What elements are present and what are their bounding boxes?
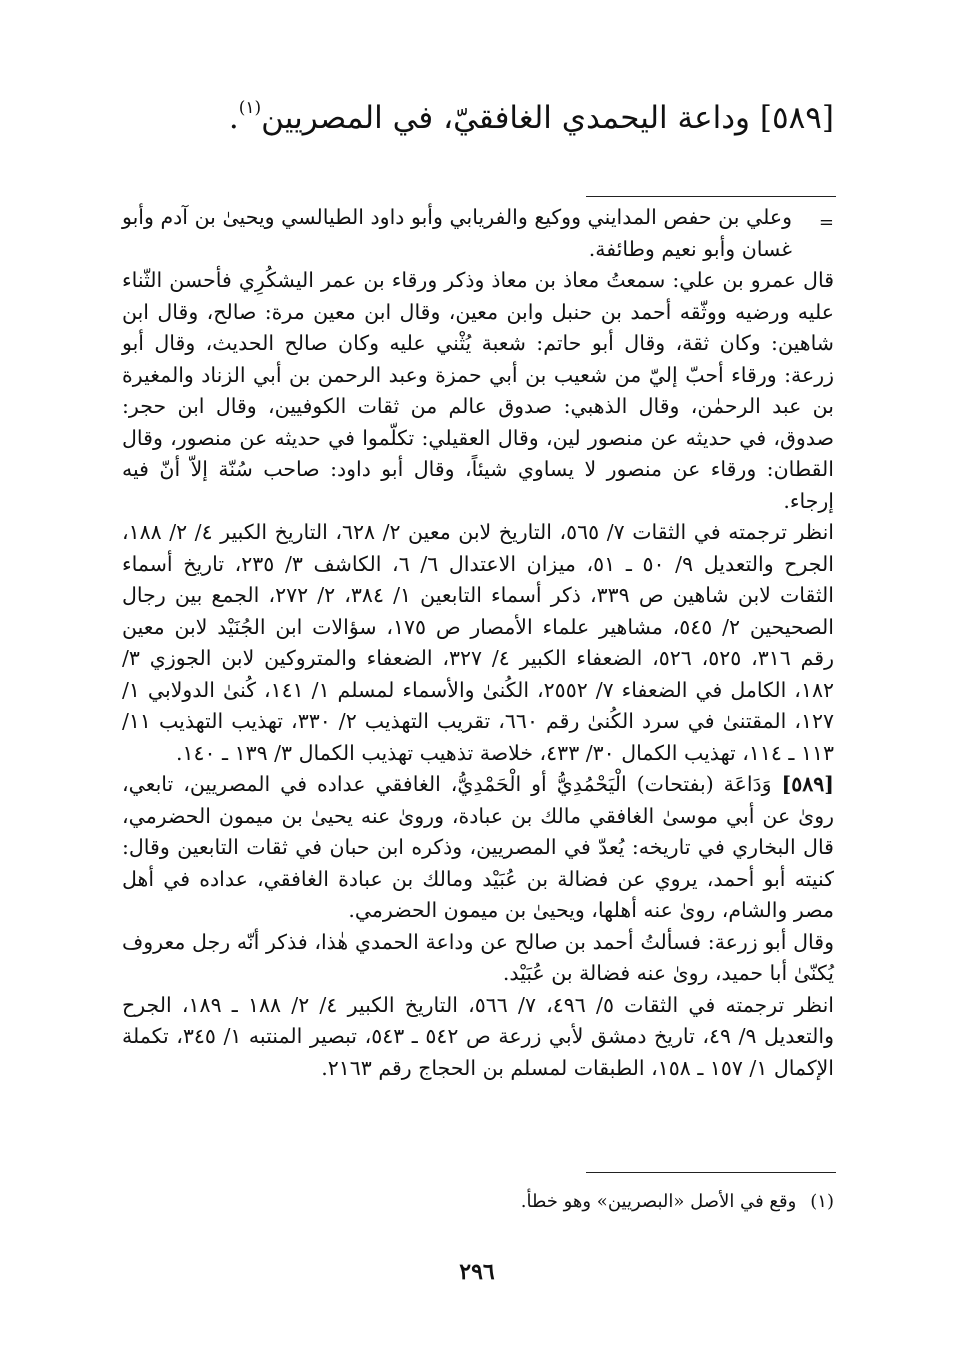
footnote-text: وقع في الأصل «البصريين» وهو خطأ. bbox=[520, 1191, 797, 1212]
entry-number: [٥٨٩] bbox=[781, 772, 834, 796]
continuation-mark: = bbox=[818, 212, 834, 233]
footnote bbox=[122, 1188, 834, 1216]
heading-text: [٥٨٩] وداعة اليحمدي الغافقيّ، في المصريين bbox=[261, 100, 834, 136]
top-divider bbox=[586, 196, 836, 197]
entry-text: وَدَاعَة (بفتحات) الْيَحْمُدِيُّ أو الْحَمْدِيُّ، الغافقي عداده في المصريين، تابعي، روىٰ عن أبي موسىٰ الغافقي مالك بن عبادة، وروىٰ عنه يحيىٰ بن ميمون الحضرمي، قال البخاري في تاريخه: يُعدّ في المصريين، وذكره ابن حبان في ثقات التابعين وقال: كنيته أبو أحمد، يروي عن فضالة بن عُبَيْد ومالك بن عبادة الغافقي، عداده في أهل مصر والشام، روىٰ عنه أهلها، ويحيىٰ بن ميمون الحضرمي. bbox=[122, 772, 834, 922]
footnote-divider bbox=[586, 1172, 836, 1173]
paragraph-entry-sources: انظر ترجمته في الثقات ٥/ ٤٩٦، ٧/ ٥٦٦، التاريخ الكبير ٤/ ٢/ ١٨٨ ـ ١٨٩، الجرح والتعديل ٩/ ٤٩، تاريخ دمشق لأبي زرعة ص ٥٤٢ ـ ٥٤٣، تبصير المنتبه ١/ ٣٤٥، تكملة الإكمال ١/ ١٥٧ ـ ١٥٨، الطبقات لمسلم بن الحجاج رقم ٢١٦٣. bbox=[122, 992, 834, 1080]
commentary-body bbox=[122, 202, 834, 1084]
paragraph-entry bbox=[122, 769, 834, 927]
paragraph-narrators: وعلي بن حفص المدايني ووكيع والفريابي وأبو داود الطيالسي ويحيىٰ بن آدم وأبو غسان وأبو نعيم وطائفة. bbox=[122, 205, 792, 261]
heading-footnote-ref: (١) bbox=[238, 98, 262, 118]
paragraph-opinions: قال عمرو بن علي: سمعتُ معاذ بن معاذ وذكر ورقاء بن عمر اليشكُرِي فأحسن الثّناء عليه ورضيه ووثّقه أحمد بن حنبل وابن معين، وقال ابن معين مرة: صالح، وقال ابن شاهين: وكان ثقة، وقال أبو حاتم: شعبة يُثْني عليه وكان صالح الحديث، وقال أبو زرعة: ورقاء أحبّ إليّ من شعيب بن أبي حمزة وعبد الرحمن بن أبي الزناد والمغيرة بن عبد الرحمٰن، وقال الذهبي: صدوق عالم من ثقات الكوفيين، وقال ابن حجر: صدوق، في حديثه عن منصور لين، وقال العقيلي: تكلّموا في حديثه عن منصور، وقال القطان: ورقاء عن منصور لا يساوي شيئاً، وقال أبو داود: صاحب سُنّة إلاّ أنّ فيه إرجاء. bbox=[122, 268, 834, 513]
paragraph-sources: انظر ترجمته في الثقات ٧/ ٥٦٥، التاريخ لابن معين ٢/ ٦٢٨، التاريخ الكبير ٤/ ٢/ ١٨٨، الجرح والتعديل ٩/ ٥٠ ـ ٥١، ميزان الاعتدال ٦/ ٦، الكاشف ٣/ ٢٣٥، تاريخ أسماء الثقات لابن شاهين ص ٣٣٩، ذكر أسماء التابعين ١/ ٣٨٤، ٢/ ٢٧٢، الجمع بين رجال الصحيحين ٢/ ٥٤٥، مشاهير علماء الأمصار ص ١٧٥، سؤالات ابن الجُنَيْد لابن معين رقم ٣١٦، ٥٢٥، ٥٢٦، الضعفاء الكبير ٤/ ٣٢٧، الضعفاء والمتروكين لابن الجوزي ٣/ ١٨٢، الكامل في الضعفاء ٧/ ٢٥٥٢، الكُنىٰ والأسماء لمسلم ١/ ١٤١، كُنىٰ الدولابي ١/ ١٢٧، المقتنىٰ في سرد الكُنىٰ رقم ٦٦٠، تقريب التهذيب ٢/ ٣٣٠، تهذيب التهذيب ١١/ ١١٣ ـ ١١٤، تهذيب الكمال ٣٠/ ٤٣٣، خلاصة تذهيب تهذيب الكمال ٣/ ١٣٩ ـ ١٤٠. bbox=[122, 520, 834, 765]
footnote-number: (١) bbox=[810, 1191, 834, 1212]
entry-heading bbox=[114, 96, 834, 140]
heading-trailing: . bbox=[228, 100, 239, 136]
page-number: ٢٩٦ bbox=[459, 1259, 495, 1285]
paragraph-abu-zura: وقال أبو زرعة: فسألتُ أحمد بن صالح عن وداعة الحمدي هٰذا، فذكر أنّه رجل معروف يُكنّىٰ أبا حميد، روىٰ عنه فضالة بن عُبَيْد. bbox=[122, 929, 834, 985]
